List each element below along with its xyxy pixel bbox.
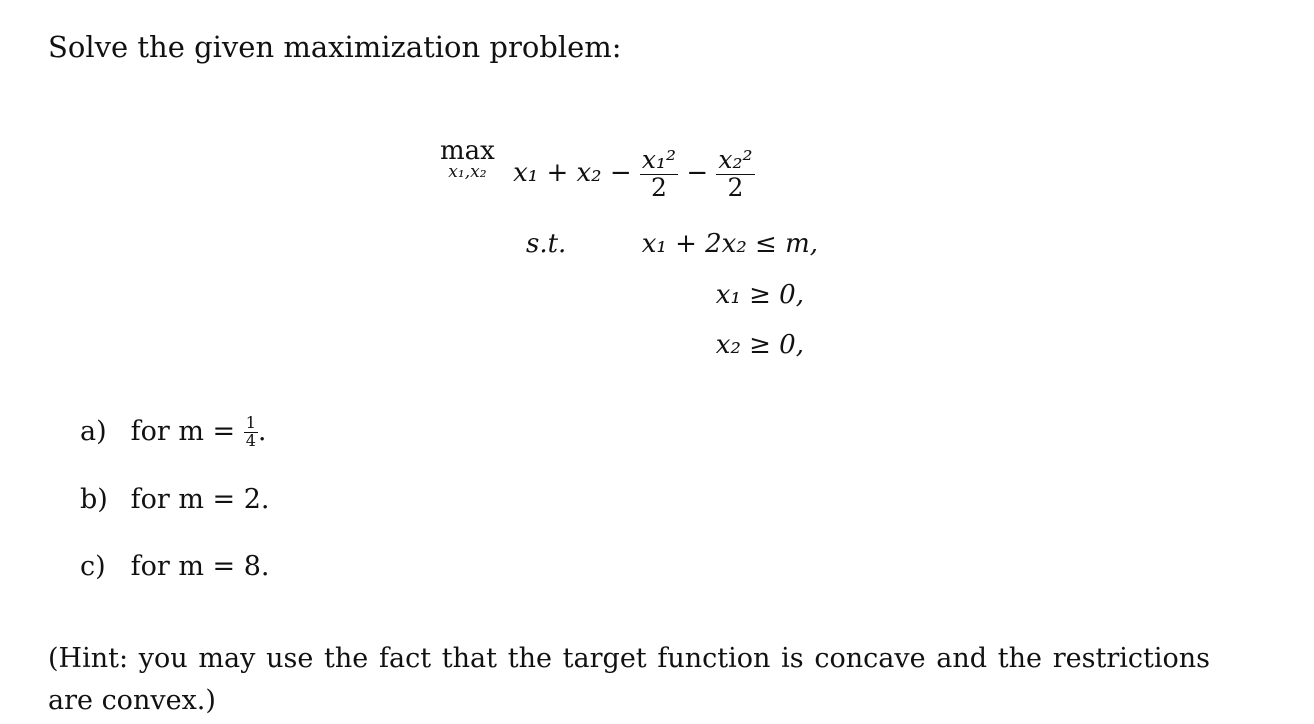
fraction-x2-squared (716, 147, 754, 201)
max-word: max (440, 136, 495, 166)
fraction-x1-denominator: 2 (640, 174, 678, 201)
part-a-fraction (244, 415, 258, 450)
part-b-label: b) (80, 484, 108, 515)
part-a-fraction-numerator: 1 (245, 413, 256, 432)
subject-to-label: s.t. (526, 229, 567, 259)
part-c-label: c) (80, 551, 106, 582)
constraint-x1-nonneg: x₁ ≥ 0, (715, 280, 804, 310)
objective-function (440, 138, 755, 201)
part-a-text: for m = (130, 415, 236, 447)
problem-intro: Solve the given maximization problem: (48, 30, 622, 64)
max-operator (440, 138, 495, 181)
part-b-text: for m = 2. (130, 484, 270, 515)
part-a-label: a) (80, 415, 107, 447)
objective-minus: − (686, 158, 709, 188)
objective-lead: x₁ + x₂ − (513, 158, 632, 188)
part-a-fraction-denominator: 4 (245, 430, 256, 450)
fraction-x2-numerator: x₂² (718, 145, 753, 175)
part-b (80, 484, 269, 515)
fraction-x2-denominator: 2 (716, 174, 754, 201)
fraction-x1-squared (640, 147, 678, 201)
part-a (80, 415, 267, 450)
constraint-budget: x₁ + 2x₂ ≤ m, (641, 229, 818, 259)
constraint-x2-nonneg: x₂ ≥ 0, (715, 330, 804, 360)
part-a-period: . (257, 415, 267, 447)
fraction-x1-numerator: x₁² (641, 145, 677, 175)
max-subscript: x₁,x₂ (448, 162, 487, 182)
hint-text: (Hint: you may use the fact that the target function is concave and the restrictions are convex.) (48, 643, 1210, 716)
part-c-text: for m = 8. (130, 551, 270, 582)
part-c (80, 551, 269, 582)
